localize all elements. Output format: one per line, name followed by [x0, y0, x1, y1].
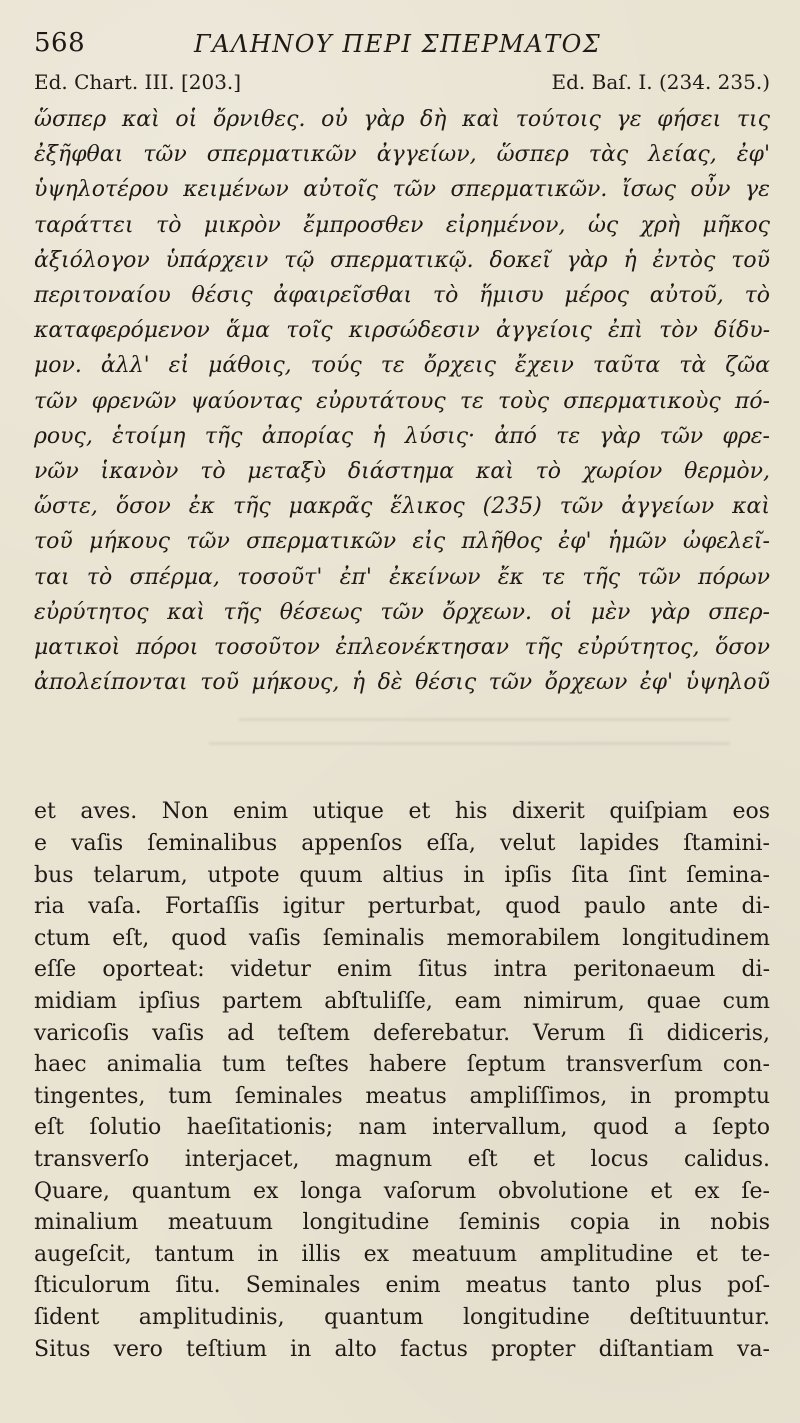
latin-line: minalium meatuum longitudine ſeminis copia in nobis	[34, 1210, 770, 1236]
latin-line: ctum eſt, quod vaſis ſeminalis memorabilem longitudinem	[34, 925, 770, 951]
greek-line: περιτοναίου θέσις ἀφαιρεῖσθαι τὸ ἥμισυ μέρος αὐτοῦ, τὸ	[34, 283, 770, 309]
greek-line: ματικοὶ πόροι τοσοῦτον ἐπλεονέκτησαν τῆς εὐρύτητος, ὅσον	[34, 635, 770, 661]
latin-line: midiam ipſius partem abſtuliſſe, eam nimirum, quae cum	[34, 989, 770, 1015]
greek-line: ὥσπερ καὶ οἱ ὄρνιθες. οὐ γὰρ δὴ καὶ τούτοις γε φήσει τις	[34, 107, 770, 132]
greek-line: ἐξῆφθαι τῶν σπερματικῶν ἀγγείων, ὥσπερ τὰς λείας, ἐφ'	[34, 142, 770, 168]
latin-line: haec animalia tum teſtes habere ſeptum transverſum con-	[34, 1052, 770, 1078]
greek-line: ἀπολείπονται τοῦ μήκους, ἡ δὲ θέσις τῶν ὄρχεων ἐφ' ὑψηλοῦ	[34, 670, 770, 696]
edition-left: Ed. Chart. III. [203.]	[34, 70, 242, 94]
latin-line: bus telarum, utpote quum altius in ipſis ſita ſint ſemina-	[34, 862, 770, 888]
latin-line: Quare, quantum ex longa vaſorum obvolutione et ex ſe-	[34, 1178, 770, 1204]
greek-line: τῶν φρενῶν ψαύοντας εὐρυτάτους τε τοὺς σπερματικοὺς πό-	[34, 388, 770, 414]
greek-line: μον. ἀλλ' εἰ μάθοις, τούς τε ὄρχεις ἔχειν ταῦτα τὰ ζῶα	[34, 353, 770, 379]
greek-line: ταράττει τὸ μικρὸν ἔμπροσθεν εἰρημένον, ὡς χρὴ μῆκος	[34, 212, 770, 238]
greek-line: ὑψηλοτέρου κειμένων αὐτοῖς τῶν σπερματικῶν. ἴσως οὖν γε	[34, 177, 770, 203]
running-title: ΓΑΛΗΝΟΥ ΠΕΡΙ ΣΠΕΡΜΑΤΟΣ	[194, 30, 602, 58]
greek-line: ὥστε, ὅσον ἐκ τῆς μακρᾶς ἕλικος (235) τῶν ἀγγείων καὶ	[34, 494, 770, 520]
latin-line: Situs vero teſtium in alto factus propter diſtantiam va-	[34, 1336, 770, 1362]
greek-line: ται τὸ σπέρμα, τοσοῦτ' ἐπ' ἐκείνων ἔκ τε τῆς τῶν πόρων	[34, 564, 770, 590]
edition-line	[34, 68, 770, 102]
latin-line: e vaſis ſeminalibus appenſos eſſa, velut lapides ſtamini-	[34, 831, 770, 857]
latin-line: ſticulorum ſitu. Seminales enim meatus tanto plus poſ-	[34, 1273, 770, 1299]
running-head	[34, 18, 770, 68]
latin-line: eſt ſolutio haeſitationis; nam intervallum, quod a ſepto	[34, 1115, 770, 1141]
greek-line: καταφερόμενον ἅμα τοῖς κιρσώδεσιν ἀγγείοις ἐπὶ τὸν δίδυ-	[34, 318, 770, 344]
latin-line: ria vaſa. Fortaſſis igitur perturbat, quod paulo ante di-	[34, 894, 770, 920]
edition-right: Ed. Baſ. I. (234. 235.)	[551, 70, 770, 94]
latin-line: eſſe oporteat: videtur enim ſitus intra peritonaeum di-	[34, 957, 770, 983]
latin-line: transverſo interjacet, magnum eſt et locus calidus.	[34, 1146, 770, 1172]
latin-line: et aves. Non enim utique et his dixerit quiſpiam eos	[34, 799, 770, 825]
greek-line: ρους, ἑτοίμη τῆς ἀπορίας ἡ λύσις· ἀπό τε γὰρ τῶν φρε-	[34, 423, 770, 449]
greek-line: ἀξιόλογον ὑπάρχειν τῷ σπερματικῷ. δοκεῖ γὰρ ἡ ἐντὸς τοῦ	[34, 247, 770, 273]
greek-line: νῶν ἱκανὸν τὸ μεταξὺ διάστημα καὶ τὸ χωρίον θερμὸν,	[34, 459, 770, 485]
greek-line: εὐρύτητος καὶ τῆς θέσεως τῶν ὄρχεων. οἱ μὲν γὰρ σπερ-	[34, 599, 770, 625]
latin-line: varicoſis vaſis ad teſtem deferebatur. Verum ſi didiceris,	[34, 1020, 770, 1046]
bleed-through-area	[34, 700, 770, 796]
latin-line: augeſcit, tantum in illis ex meatuum amplitudine et te-	[34, 1241, 770, 1267]
greek-line: τοῦ μήκους τῶν σπερματικῶν εἰς πλῆθος ἐφ' ἡμῶν ὠφελεῖ-	[34, 529, 770, 555]
latin-line: tingentes, tum ſeminales meatus ampliſſimos, in promptu	[34, 1083, 770, 1109]
latin-text-block	[34, 796, 770, 1365]
page-number: 568	[34, 28, 86, 58]
latin-line: ſident amplitudinis, quantum longitudine deſtituuntur.	[34, 1304, 770, 1330]
greek-text-block	[34, 102, 770, 700]
